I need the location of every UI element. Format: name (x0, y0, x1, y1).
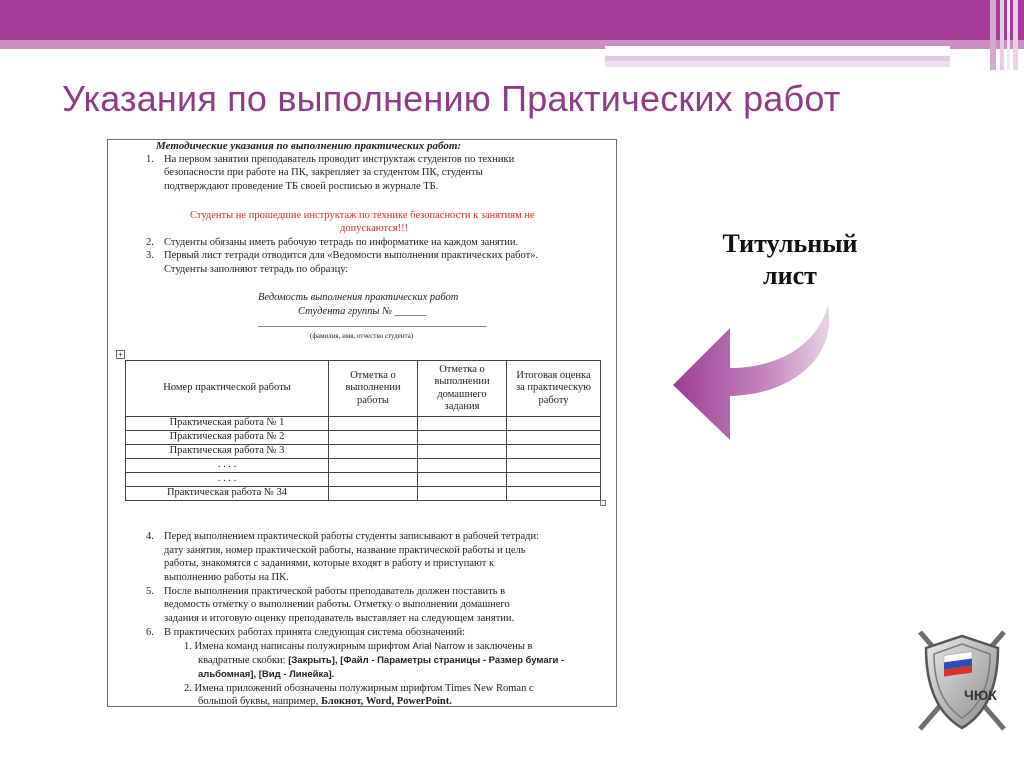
table-row: Практическая работа № 1 (126, 417, 601, 431)
sample-title: Ведомость выполнения практических работ (258, 292, 459, 303)
header-gap (605, 46, 950, 56)
corner-stripe (1013, 0, 1018, 70)
record-table (125, 360, 601, 501)
table-row: Практическая работа № 2 (126, 431, 601, 445)
table-row: Практическая работа № 34 (126, 487, 601, 501)
list-item-6: 6. В практических работах принята следующая система обозначений: (146, 627, 466, 638)
sub-item-2: 2. Имена приложений обозначены полужирным шрифтом Times New Roman с (184, 683, 534, 694)
list-item-4: 4. Перед выполнением практической работы студенты записывают в рабочей тетради: (146, 531, 540, 542)
list-item-4-line: выполнению работы на ПК. (164, 572, 289, 583)
side-label-line: лист (763, 261, 817, 290)
table-header: Итоговая оценка за практическую работу (507, 361, 601, 417)
document-heading: Методические указания по выполнению практических работ: (156, 140, 462, 152)
list-item-3-line: Студенты заполняют тетрадь по образцу: (164, 264, 349, 275)
curved-arrow-icon (668, 300, 843, 450)
corner-stripe (1007, 0, 1010, 70)
sample-caption: (фамилия, имя, отчество студента) (310, 332, 414, 340)
table-header: Отметка о выполнении домашнего задания (418, 361, 507, 417)
table-header: Номер практической работы (126, 361, 329, 417)
list-item-5-line: ведомость отметку о выполнении работы. Отметку о выполнении домашнего (164, 599, 510, 610)
table-row: . . . . (126, 473, 601, 487)
sample-group: Студента группы № ______ (298, 306, 427, 317)
list-item-2: 2. Студенты обязаны иметь рабочую тетрадь по информатике на каждом занятии. (146, 237, 519, 248)
list-item-5: 5. После выполнения практической работы преподаватель должен поставить в (146, 586, 506, 597)
list-item-4-line: работы, знакомятся с заданиями, которые входят в работу и приступают к (164, 558, 495, 569)
sub-item-1: 1. Имена команд написаны полужирным шрифтом Arial Narrow и заключены в (184, 641, 533, 652)
corner-stripe (990, 0, 996, 70)
warning-text: Студенты не прошедшие инструктаж по технике безопасности к занятиям не (190, 210, 535, 221)
corner-stripe (1000, 0, 1004, 70)
side-label-line: Титульный (722, 229, 858, 258)
list-item-5-line: задания и итоговую оценку преподаватель выставляет на следующем занятии. (164, 613, 515, 624)
header-bar (0, 0, 1024, 40)
sub-item-1-line: альбомная], [Вид - Линейка]. (198, 669, 335, 680)
sample-underline: ________________________________________________ (258, 317, 486, 328)
slide-title: Указания по выполнению Практических работ (62, 78, 841, 119)
document-page (107, 139, 617, 707)
header-accent-line-2 (605, 61, 950, 67)
logo-text: ЧЮК (964, 687, 997, 703)
table-row: Практическая работа № 3 (126, 445, 601, 459)
list-item-1-line: безопасности при работе на ПК, закрепляет за студентом ПК, студенты (164, 167, 483, 178)
list-item-1-line: подтверждают проведение ТБ своей росписью в журнале ТБ. (164, 181, 439, 192)
sub-item-2-line: большой буквы, например, Блокнот, Word, PowerPoint. (198, 696, 452, 707)
list-item-1: 1. На первом занятии преподаватель проводит инструктаж студентов по техники (146, 154, 515, 165)
list-item-4-line: дату занятия, номер практической работы, название практической работы и цель (164, 545, 526, 556)
table-resize-handle (600, 500, 606, 506)
list-item-3: 3. Первый лист тетради отводится для «Ведомости выполнения практических работ». (146, 250, 539, 261)
shield-logo-icon (912, 624, 1012, 739)
table-move-handle-icon: + (116, 350, 125, 359)
sub-item-1-line: квадратные скобки: [Закрыть], [Файл - Параметры страницы - Размер бумаги - (198, 655, 565, 666)
table-header: Отметка о выполнении работы (329, 361, 418, 417)
side-label (695, 228, 885, 292)
warning-text: допускаются!!! (340, 223, 409, 234)
table-row: . . . . (126, 459, 601, 473)
